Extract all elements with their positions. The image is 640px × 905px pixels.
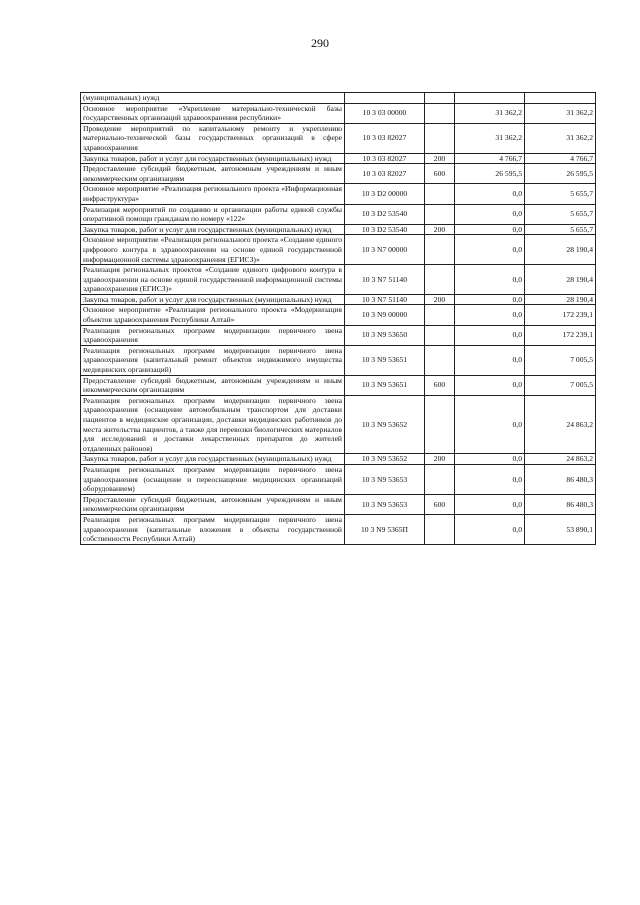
row-amount-1: 0,0 (455, 454, 525, 465)
row-amount-2: 24 863,2 (525, 454, 596, 465)
row-amount-2: 172 239,1 (525, 325, 596, 345)
row-expense-type (425, 93, 455, 104)
row-amount-2: 53 890,1 (525, 514, 596, 544)
row-amount-1: 31 362,2 (455, 123, 525, 153)
row-amount-2 (525, 93, 596, 104)
row-amount-1: 0,0 (455, 375, 525, 395)
row-description: Основное мероприятие «Реализация регионального проекта «Создание единого цифрового контура в здравоохранении на основе единой государственной информационной системы здравоохранения (ЕГИСЗ)» (81, 235, 345, 265)
table-row (81, 294, 596, 305)
table-row (81, 375, 596, 395)
row-target-code: 10 3 N7 51140 (345, 265, 425, 295)
row-amount-1: 0,0 (455, 294, 525, 305)
row-target-code: 10 3 03 82027 (345, 153, 425, 164)
row-description: Закупка товаров, работ и услуг для государственных (муниципальных) нужд (81, 153, 345, 164)
row-amount-2: 24 863,2 (525, 395, 596, 454)
table-row (81, 184, 596, 204)
row-amount-2: 7 005,5 (525, 375, 596, 395)
row-target-code: 10 3 N9 53652 (345, 454, 425, 465)
row-expense-type: 600 (425, 494, 455, 514)
row-amount-1: 0,0 (455, 345, 525, 375)
row-amount-1: 31 362,2 (455, 103, 525, 123)
table-row (81, 164, 596, 184)
row-description: Проведение мероприятий по капитальному ремонту и укреплению материально-технической базы государственных организаций в сфере здравоохранения (81, 123, 345, 153)
row-amount-1: 0,0 (455, 224, 525, 235)
table-row (81, 514, 596, 544)
budget-table (80, 92, 596, 545)
table-row (81, 454, 596, 465)
row-expense-type: 200 (425, 224, 455, 235)
row-target-code: 10 3 03 82027 (345, 164, 425, 184)
row-expense-type (425, 103, 455, 123)
table-row (81, 153, 596, 164)
row-target-code: 10 3 N9 53653 (345, 494, 425, 514)
row-target-code: 10 3 D2 00000 (345, 184, 425, 204)
row-description: Основное мероприятие «Реализация регионального проекта «Информационная инфраструктура» (81, 184, 345, 204)
row-amount-2: 31 362,2 (525, 103, 596, 123)
row-amount-2: 5 655,7 (525, 184, 596, 204)
row-expense-type (425, 204, 455, 224)
table-row (81, 204, 596, 224)
table-row (81, 103, 596, 123)
row-description: (муниципальных) нужд (81, 93, 345, 104)
row-target-code: 10 3 03 00000 (345, 103, 425, 123)
table-row (81, 395, 596, 454)
row-description: Реализация региональных программ модернизации первичного звена здравоохранения (капитальный ремонт объектов недвижимого имущества медицинских организаций) (81, 345, 345, 375)
row-expense-type: 200 (425, 454, 455, 465)
table-row (81, 325, 596, 345)
row-amount-2: 31 362,2 (525, 123, 596, 153)
row-description: Предоставление субсидий бюджетным, автономным учреждениям и иным некоммерческим организациям (81, 494, 345, 514)
row-target-code (345, 93, 425, 104)
row-target-code: 10 3 N7 00000 (345, 235, 425, 265)
row-amount-1: 4 766,7 (455, 153, 525, 164)
row-amount-1: 0,0 (455, 305, 525, 325)
row-target-code: 10 3 03 82027 (345, 123, 425, 153)
row-expense-type (425, 305, 455, 325)
row-description: Реализация региональных программ модернизации первичного звена здравоохранения (81, 325, 345, 345)
row-description: Реализация региональных программ модернизации первичного звена здравоохранения (капитальные вложения в объекты государственной собственности Республики Алтай) (81, 514, 345, 544)
row-amount-2: 5 655,7 (525, 224, 596, 235)
row-target-code: 10 3 N9 53652 (345, 395, 425, 454)
row-expense-type (425, 325, 455, 345)
row-amount-1: 0,0 (455, 464, 525, 494)
row-amount-1: 26 595,5 (455, 164, 525, 184)
row-expense-type: 200 (425, 294, 455, 305)
row-target-code: 10 3 N9 5365П (345, 514, 425, 544)
row-description: Основное мероприятие «Укрепление материально-технической базы государственных организаций здравоохранения республики» (81, 103, 345, 123)
row-target-code: 10 3 N9 53650 (345, 325, 425, 345)
table-row (81, 305, 596, 325)
row-description: Предоставление субсидий бюджетным, автономным учреждениям и иным некоммерческим организациям (81, 164, 345, 184)
budget-table-body (81, 93, 596, 545)
row-target-code: 10 3 N9 53651 (345, 345, 425, 375)
row-description: Реализация региональных программ модернизации первичного звена здравоохранения (оснащение и переоснащение медицинских организаций оборудованием) (81, 464, 345, 494)
row-target-code: 10 3 N9 53651 (345, 375, 425, 395)
row-description: Закупка товаров, работ и услуг для государственных (муниципальных) нужд (81, 224, 345, 235)
row-target-code: 10 3 D2 53540 (345, 204, 425, 224)
table-row (81, 265, 596, 295)
row-description: Предоставление субсидий бюджетным, автономным учреждениям и иным некоммерческим организациям (81, 375, 345, 395)
row-amount-2: 28 190,4 (525, 294, 596, 305)
row-expense-type (425, 464, 455, 494)
row-target-code: 10 3 D2 53540 (345, 224, 425, 235)
row-description: Закупка товаров, работ и услуг для государственных (муниципальных) нужд (81, 454, 345, 465)
row-expense-type (425, 123, 455, 153)
row-amount-2: 28 190,4 (525, 235, 596, 265)
row-expense-type (425, 184, 455, 204)
row-description: Основное мероприятие «Реализация регионального проекта «Модернизация объектов здравоохранения Республики Алтай» (81, 305, 345, 325)
page-number: 290 (311, 36, 329, 50)
table-row (81, 224, 596, 235)
row-amount-2: 86 480,3 (525, 464, 596, 494)
row-amount-2: 86 480,3 (525, 494, 596, 514)
row-amount-1: 0,0 (455, 494, 525, 514)
row-description: Закупка товаров, работ и услуг для государственных (муниципальных) нужд (81, 294, 345, 305)
row-amount-1: 0,0 (455, 184, 525, 204)
table-row (81, 93, 596, 104)
row-expense-type (425, 395, 455, 454)
row-amount-1: 0,0 (455, 395, 525, 454)
table-row (81, 494, 596, 514)
row-amount-2: 7 005,5 (525, 345, 596, 375)
table-row (81, 123, 596, 153)
row-description: Реализация региональных проектов «Создание единого цифрового контура в здравоохранении на основе единой государственной информационной системы здравоохранения (ЕГИСЗ)» (81, 265, 345, 295)
row-expense-type (425, 345, 455, 375)
table-row (81, 464, 596, 494)
row-expense-type: 600 (425, 164, 455, 184)
row-amount-1: 0,0 (455, 265, 525, 295)
row-amount-2: 28 190,4 (525, 265, 596, 295)
row-target-code: 10 3 N9 00000 (345, 305, 425, 325)
row-target-code: 10 3 N7 51140 (345, 294, 425, 305)
row-description: Реализация региональных программ модернизации первичного звена здравоохранения (оснащение автомобильным транспортом для доставки пациентов в медицинские организации, доставки медицинских работников до места жительства пациентов, а также для перевозки биологических материалов для исследований и доставки лекарственных препаратов до жителей отдаленных районов) (81, 395, 345, 454)
row-target-code: 10 3 N9 53653 (345, 464, 425, 494)
row-amount-1: 0,0 (455, 514, 525, 544)
row-expense-type (425, 265, 455, 295)
row-amount-2: 172 239,1 (525, 305, 596, 325)
row-amount-2: 26 595,5 (525, 164, 596, 184)
row-amount-1: 0,0 (455, 325, 525, 345)
row-expense-type: 200 (425, 153, 455, 164)
row-amount-1: 0,0 (455, 204, 525, 224)
row-expense-type (425, 514, 455, 544)
row-amount-1 (455, 93, 525, 104)
row-expense-type: 600 (425, 375, 455, 395)
table-row (81, 345, 596, 375)
table-row (81, 235, 596, 265)
row-amount-2: 4 766,7 (525, 153, 596, 164)
row-amount-1: 0,0 (455, 235, 525, 265)
row-description: Реализация мероприятий по созданию и организации работы единой службы оперативной помощи гражданам по номеру «122» (81, 204, 345, 224)
row-amount-2: 5 655,7 (525, 204, 596, 224)
row-expense-type (425, 235, 455, 265)
